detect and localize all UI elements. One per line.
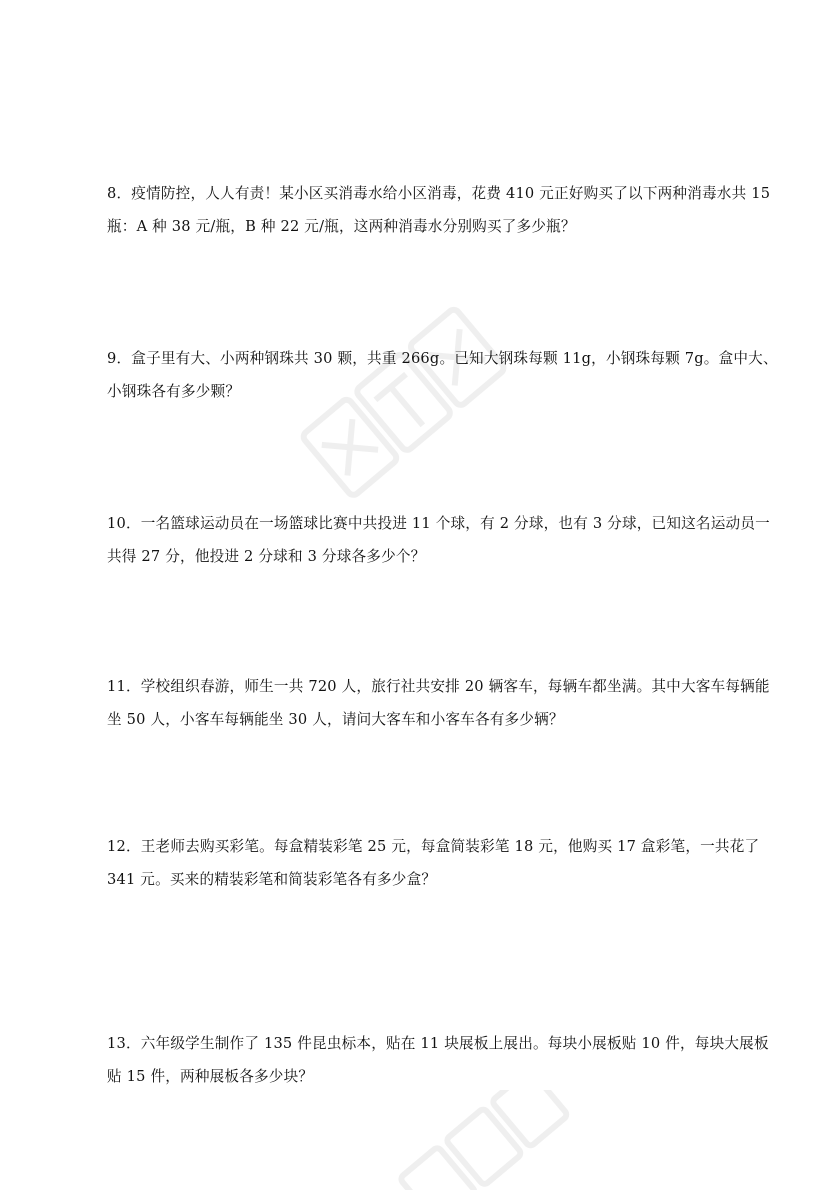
watermark-logo-bottom xyxy=(380,1090,580,1190)
question-8 xyxy=(107,177,771,243)
question-text-line: 341 元。买来的精装彩笔和简装彩笔各有多少盒？ xyxy=(107,871,437,888)
watermark-logo xyxy=(280,290,540,530)
question-text-line: 坐 50 人，小客车每辆能坐 30 人，请问大客车和小客车各有多少辆？ xyxy=(107,711,564,728)
question-text-line: 小钢珠各有多少颗？ xyxy=(107,383,241,400)
question-text-line: 8．疫情防控，人人有责！某小区买消毒水给小区消毒，花费 410 元正好购买了以下两种消毒水共 15 xyxy=(107,185,771,202)
question-text-line: 11．学校组织春游，师生一共 720 人，旅行社共安排 20 辆客车，每辆车都坐满。其中大客车每辆能 xyxy=(107,678,770,695)
question-text-line: 12．王老师去购买彩笔。每盒精装彩笔 25 元，每盒简装彩笔 18 元，他购买 17 盒彩笔，一共花了 xyxy=(107,838,760,855)
question-text-line: 9．盒子里有大、小两种钢珠共 30 颗，共重 266g。已知大钢珠每颗 11g，小钢珠每颗 7g。盒中大、 xyxy=(107,350,778,367)
question-text-line: 瓶：A 种 38 元/瓶，B 种 22 元/瓶，这两种消毒水分别购买了多少瓶？ xyxy=(107,218,576,235)
question-10 xyxy=(107,507,770,573)
question-text-line: 10．一名篮球运动员在一场篮球比赛中共投进 11 个球，有 2 分球，也有 3 分球，已知这名运动员一 xyxy=(107,515,770,532)
question-text-line: 贴 15 件，两种展板各多少块？ xyxy=(107,1068,314,1085)
question-12 xyxy=(107,830,760,896)
question-11 xyxy=(107,670,770,736)
question-13 xyxy=(107,1027,769,1093)
question-text-line: 13．六年级学生制作了 135 件昆虫标本，贴在 11 块展板上展出。每块小展板贴 10 件，每块大展板 xyxy=(107,1035,769,1052)
question-text-line: 共得 27 分，他投进 2 分球和 3 分球各多少个？ xyxy=(107,548,426,565)
question-9 xyxy=(107,342,778,408)
